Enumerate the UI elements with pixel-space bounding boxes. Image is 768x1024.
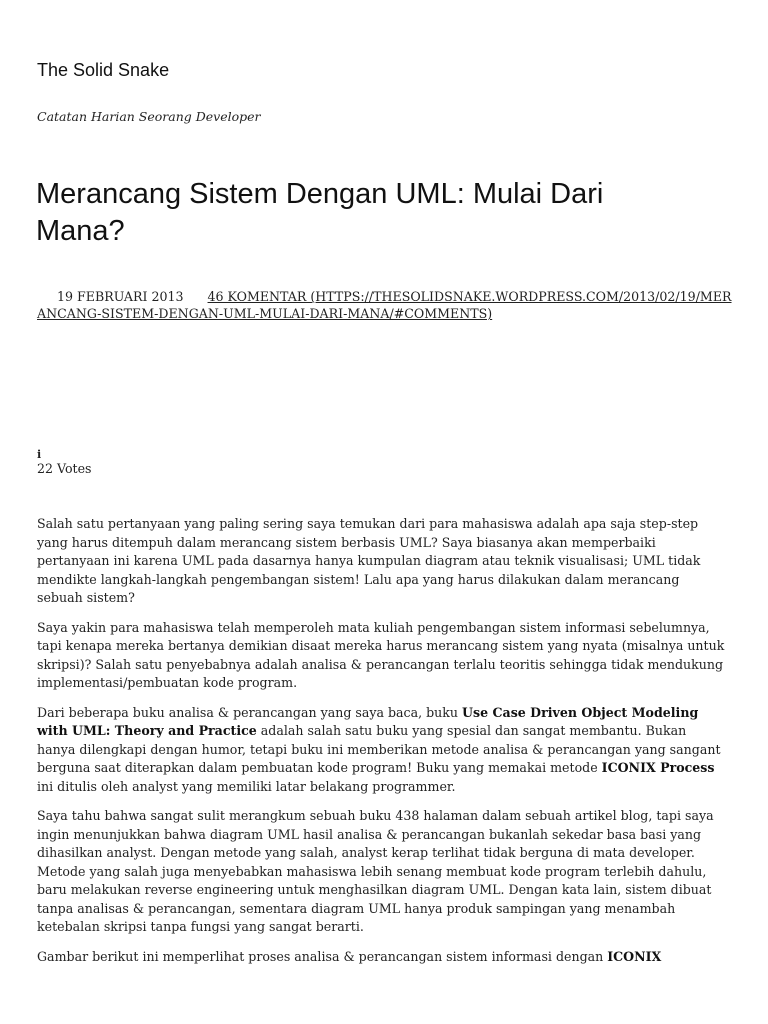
paragraph-4: Saya tahu bahwa sangat sulit merangkum sebuah buku 438 halaman dalam sebuah artikel blog, tapi saya ingin menunjukkan bahwa diagram UML hasil analisa & perancangan bukanlah sekedar basa basi yang dihasilkan analyst. Dengan metode yang salah, analyst kerap terlihat tidak berguna di mata developer. Metode yang salah juga menyebabkan mahasiswa lebih senang membuat kode program terlebih dahulu, baru melakukan reverse engineering untuk menghasilkan diagram UML. Dengan kata lain, sistem dibuat tanpa analisas & perancangan, sementara diagram UML hanya produk sampingan yang menambah ketebalan skripsi tanpa fungsi yang sangat berarti. bbox=[37, 808, 714, 934]
site-title[interactable]: The Solid Snake bbox=[37, 60, 170, 80]
votes-count: 22 Votes bbox=[37, 461, 92, 476]
site-tagline: Catatan Harian Seorang Developer bbox=[37, 109, 261, 124]
post-content bbox=[37, 515, 727, 977]
paragraph-3-text-1: Dari beberapa buku analisa & perancangan yang saya baca, buku bbox=[37, 704, 463, 720]
iconix-term: ICONIX bbox=[607, 948, 662, 964]
paragraph-3-text-3: ini ditulis oleh analyst yang memiliki latar belakang programmer. bbox=[37, 778, 456, 794]
paragraph-5 bbox=[37, 948, 727, 967]
rating-widget bbox=[37, 449, 92, 477]
paragraph-2: Saya yakin para mahasiswa telah memperoleh mata kuliah pengembangan sistem informasi sebelumnya, tapi kenapa mereka bertanya demikian disaat mereka harus merancang sistem yang nyata (misalnya untuk skripsi)? Salah satu penyebabnya adalah analisa & perancangan terlalu teoritis sehingga tidak mendukung implementasi/pembuatan kode program. bbox=[37, 619, 725, 690]
post-date[interactable]: 19 FEBRUARI 2013 bbox=[57, 289, 184, 304]
iconix-process-term: ICONIX Process bbox=[601, 760, 715, 775]
post-meta bbox=[37, 288, 737, 322]
paragraph-5-text-1: Gambar berikut ini memperlihat proses analisa & perancangan sistem informasi dengan bbox=[37, 948, 608, 964]
info-icon[interactable]: i bbox=[37, 448, 42, 461]
comments-link[interactable]: 46 KOMENTAR (HTTPS://THESOLIDSNAKE.WORDPRESS.COM/2013/02/19/MERANCANG-SISTEM-DENGAN-UML-MULAI-DARI-MANA/#COMMENTS) bbox=[37, 289, 732, 321]
paragraph-3-text-2: adalah salah satu buku yang spesial dan sangat membantu. Bukan hanya dilengkapi dengan humor, tetapi buku ini memberikan metode analisa & perancangan yang sangant berguna saat diterapkan dalam pembuatan kode program! Buku yang memakai metode bbox=[37, 723, 721, 775]
post-title: Merancang Sistem Dengan UML: Mulai Dari Mana? bbox=[36, 178, 604, 247]
book-title: Use Case Driven Object Modeling with UML: Theory and Practice bbox=[37, 704, 699, 738]
paragraph-1: Salah satu pertanyaan yang paling sering saya temukan dari para mahasiswa adalah apa saja step-step yang harus ditempuh dalam merancang sistem berbasis UML? Saya biasanya akan memperbaiki pertanyaan ini karena UML pada dasarnya hanya kumpulan diagram atau teknik visualisasi; UML tidak mendikte langkah-langkah pengembangan sistem! Lalu apa yang harus dilakukan dalam merancang sebuah sistem? bbox=[37, 516, 701, 605]
paragraph-3 bbox=[37, 704, 727, 797]
